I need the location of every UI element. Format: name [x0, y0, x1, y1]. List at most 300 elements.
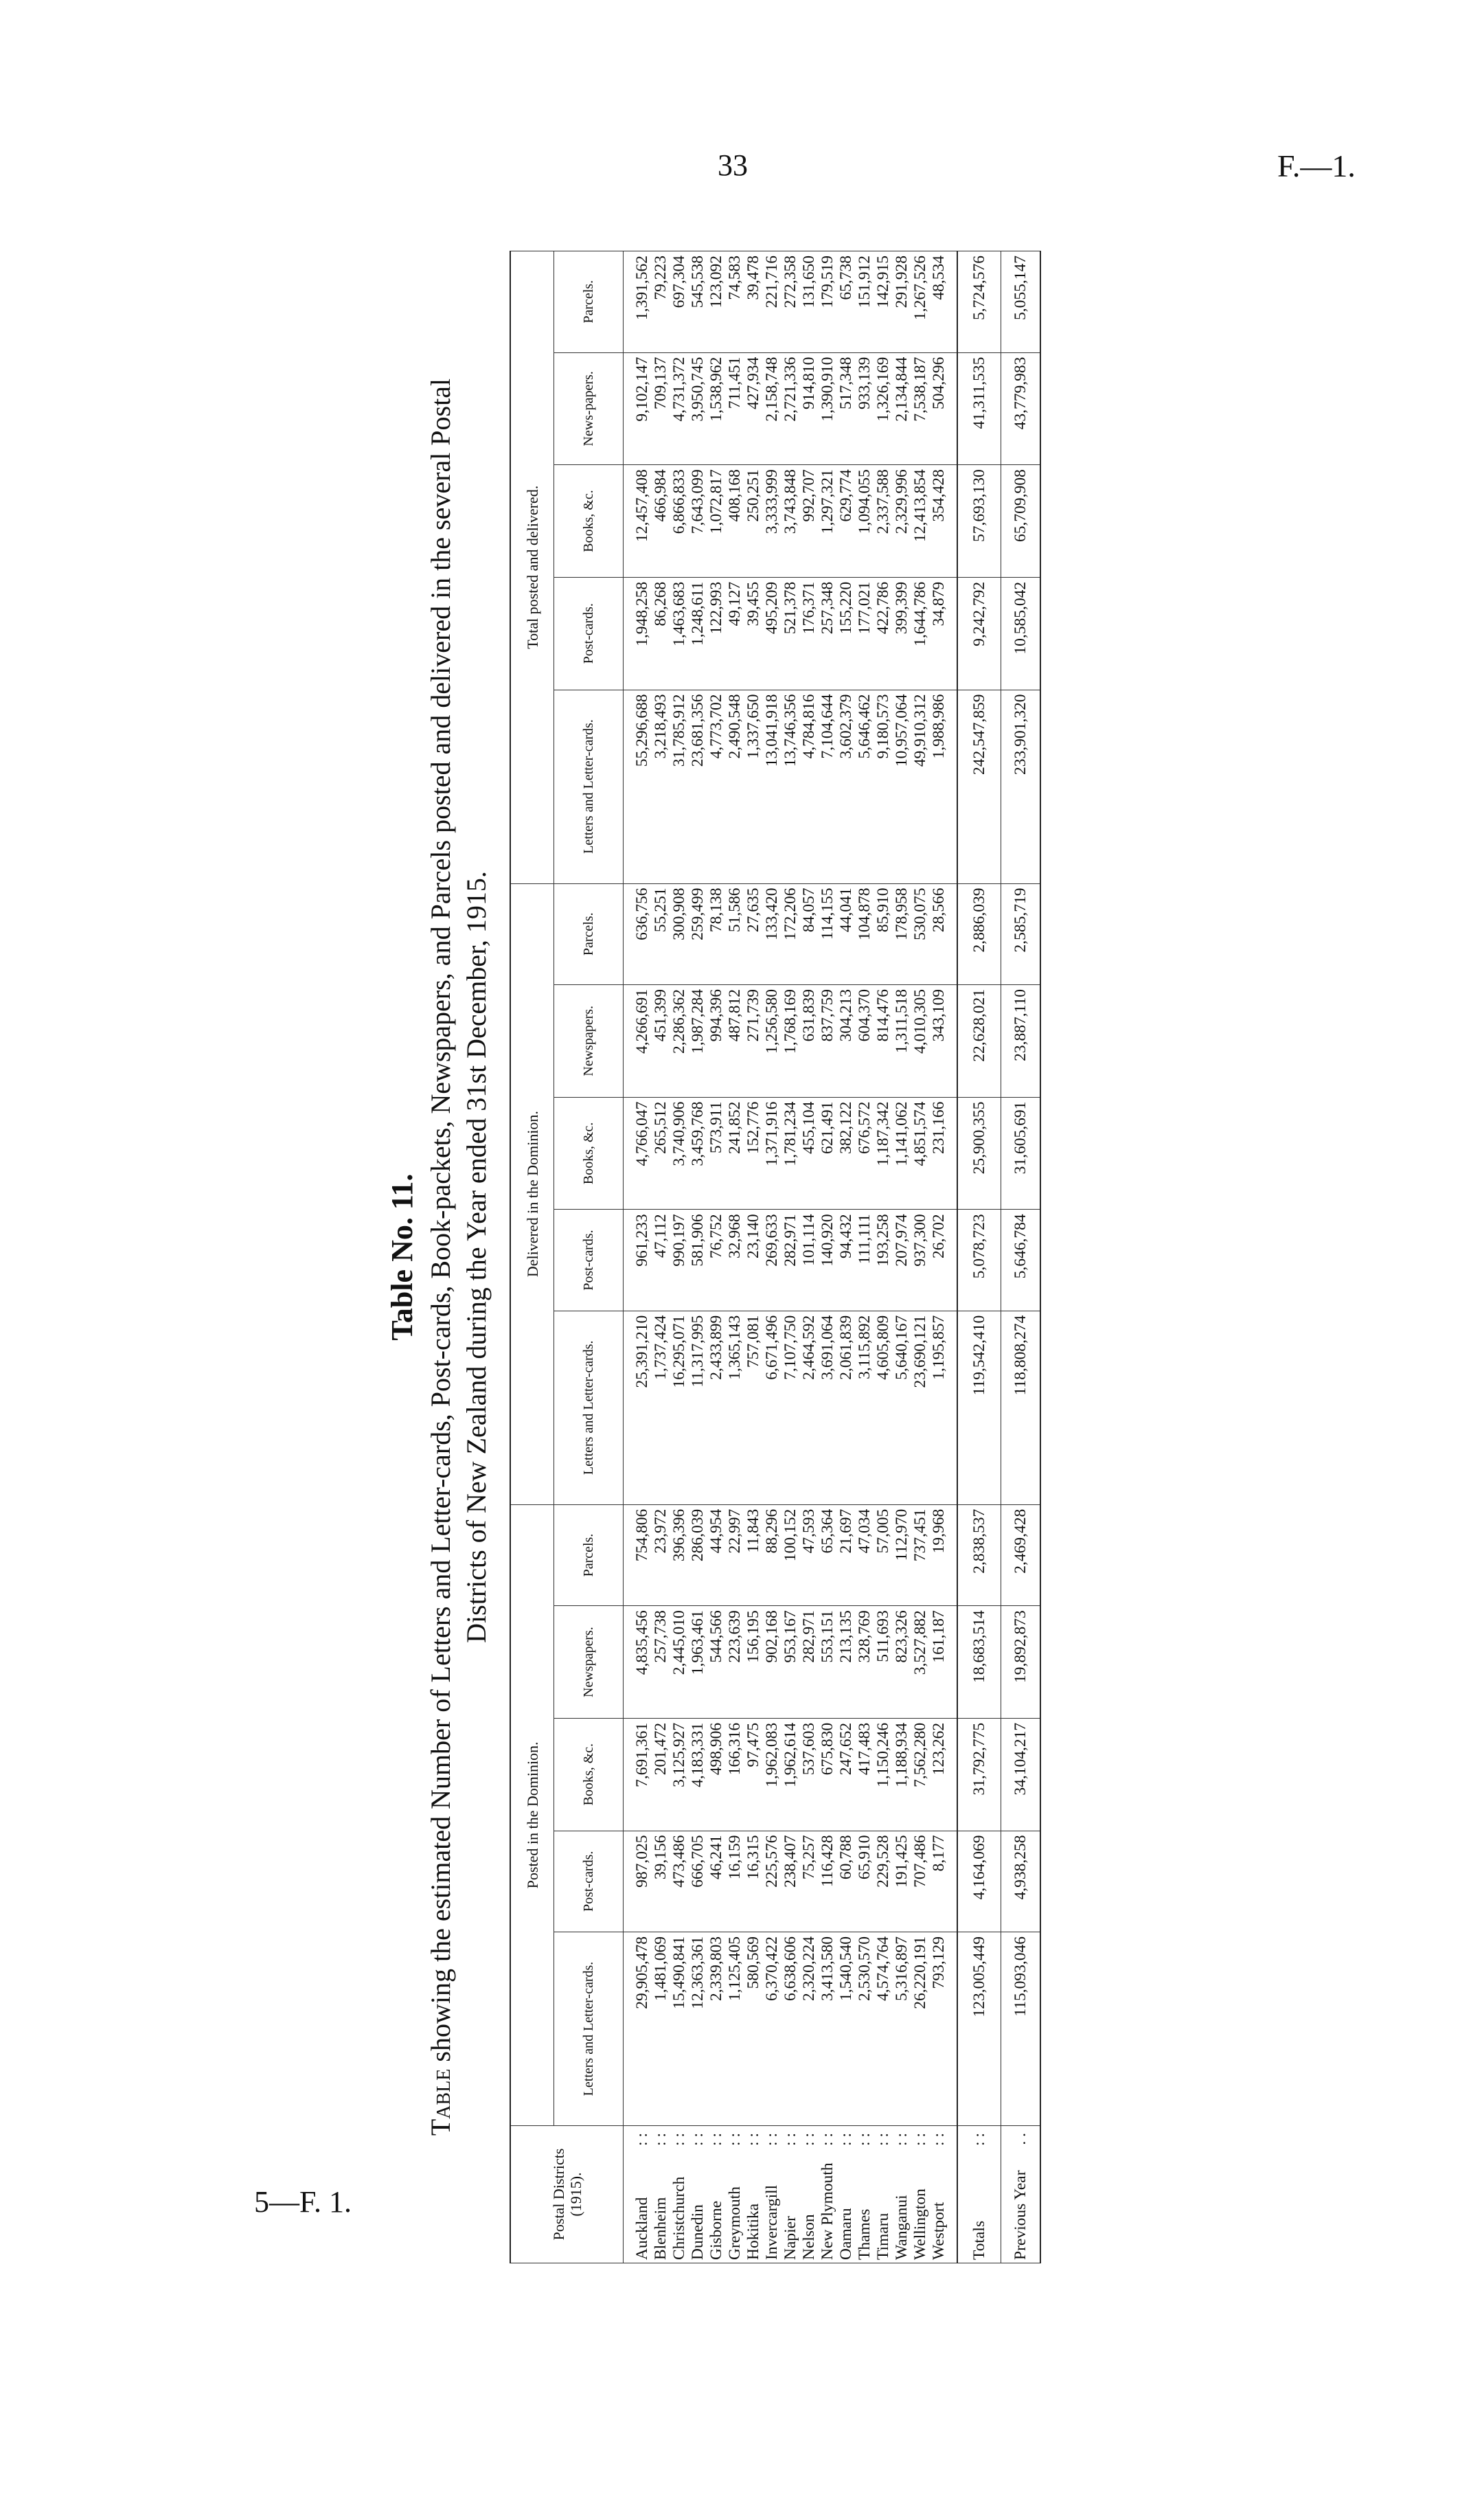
value-cell: 19,892,873 [1001, 1606, 1041, 1719]
value-cell: 6,638,606 [781, 1932, 800, 2126]
value-cell: 265,512 [652, 1097, 670, 1210]
leader-dots: : : [744, 2133, 762, 2146]
value-cell: 473,486 [670, 1831, 689, 1932]
district-name: Westport [930, 2202, 948, 2260]
district-name-cell [837, 2126, 856, 2263]
value-cell: 4,605,809 [874, 1311, 893, 1504]
value-cell: 84,057 [800, 883, 819, 984]
district-name-cell [652, 2126, 670, 2263]
value-cell: 31,785,912 [670, 690, 689, 883]
table-row [689, 251, 707, 2263]
district-name: Gisborne [707, 2200, 725, 2260]
page-number: 33 [718, 148, 748, 182]
value-cell: 504,296 [930, 352, 957, 465]
value-cell: 581,906 [689, 1210, 707, 1311]
value-cell: 2,433,899 [707, 1311, 726, 1504]
column-header: Books, &c. [554, 1718, 624, 1831]
value-cell: 2,464,592 [800, 1311, 819, 1504]
value-cell: 47,034 [856, 1504, 874, 1605]
value-cell: 2,337,588 [874, 465, 893, 578]
column-header: Parcels. [554, 883, 624, 984]
district-name: Nelson [800, 2214, 818, 2260]
value-cell: 3,459,768 [689, 1097, 707, 1210]
value-cell: 4,010,305 [911, 985, 930, 1098]
value-cell: 793,129 [930, 1932, 957, 2126]
value-cell: 123,092 [707, 251, 726, 353]
value-cell: 933,139 [856, 352, 874, 465]
value-cell: 152,776 [744, 1097, 763, 1210]
value-cell: 1,391,562 [624, 251, 652, 353]
table-title-line1 [424, 227, 460, 2287]
footer-signature: 5—F. 1. [254, 2185, 352, 2219]
value-cell: 242,547,859 [957, 690, 1001, 883]
value-cell: 10,585,042 [1001, 577, 1041, 690]
value-cell: 286,039 [689, 1504, 707, 1605]
district-name-cell [893, 2126, 911, 2263]
value-cell: 2,339,803 [707, 1932, 726, 2126]
table-row [911, 251, 930, 2263]
value-cell: 711,451 [726, 352, 744, 465]
value-cell: 2,530,570 [856, 1932, 874, 2126]
district-name-cell [763, 2126, 781, 2263]
district-name: Oamaru [837, 2208, 855, 2260]
value-cell: 914,810 [800, 352, 819, 465]
value-cell: 43,779,983 [1001, 352, 1041, 465]
value-cell: 2,061,839 [837, 1311, 856, 1504]
table-row [781, 251, 800, 2263]
rotated-table-block [385, 227, 1484, 2287]
value-cell: 140,920 [819, 1210, 837, 1311]
value-cell: 3,218,493 [652, 690, 670, 883]
value-cell: 1,987,284 [689, 985, 707, 1098]
value-cell: 8,177 [930, 1831, 957, 1932]
value-cell: 417,483 [856, 1718, 874, 1831]
leader-dots: : : [652, 2133, 670, 2146]
value-cell: 1,963,461 [689, 1606, 707, 1719]
value-cell: 7,643,099 [689, 465, 707, 578]
value-cell: 990,197 [670, 1210, 689, 1311]
value-cell: 28,566 [930, 883, 957, 984]
value-cell: 23,681,356 [689, 690, 707, 883]
value-cell: 1,768,169 [781, 985, 800, 1098]
value-cell: 29,905,478 [624, 1932, 652, 2126]
value-cell: 530,075 [911, 883, 930, 984]
column-header: Books, &c. [554, 465, 624, 578]
value-cell: 9,242,792 [957, 577, 1001, 690]
value-cell: 257,348 [819, 577, 837, 690]
value-cell: 7,104,644 [819, 690, 837, 883]
value-cell: 178,958 [893, 883, 911, 984]
district-name: New Plymouth [819, 2162, 836, 2260]
value-cell: 1,644,786 [911, 577, 930, 690]
value-cell: 75,257 [800, 1831, 819, 1932]
value-cell: 25,900,355 [957, 1097, 1001, 1210]
table-row [856, 251, 874, 2263]
value-cell: 44,954 [707, 1504, 726, 1605]
district-name: Thames [856, 2208, 874, 2260]
value-cell: 961,233 [624, 1210, 652, 1311]
value-cell: 221,716 [763, 251, 781, 353]
value-cell: 1,781,234 [781, 1097, 800, 1210]
value-cell: 94,432 [837, 1210, 856, 1311]
value-cell: 5,640,167 [893, 1311, 911, 1504]
value-cell: 396,396 [670, 1504, 689, 1605]
table-row [670, 251, 689, 2263]
district-name-cell [624, 2126, 652, 2263]
district-column-header: Postal Districts (1915). [510, 2126, 624, 2263]
leader-dots: : : [837, 2133, 855, 2146]
value-cell: 451,399 [652, 985, 670, 1098]
value-cell: 9,180,573 [874, 690, 893, 883]
value-cell: 207,974 [893, 1210, 911, 1311]
value-cell: 1,248,611 [689, 577, 707, 690]
value-cell: 709,137 [652, 352, 670, 465]
value-cell: 697,304 [670, 251, 689, 353]
value-cell: 86,268 [652, 577, 670, 690]
value-cell: 4,938,258 [1001, 1831, 1041, 1932]
district-name: Invercargill [763, 2184, 781, 2260]
leader-dots: : : [800, 2133, 818, 2146]
value-cell: 39,455 [744, 577, 763, 690]
value-cell: 5,724,576 [957, 251, 1001, 353]
value-cell: 241,852 [726, 1097, 744, 1210]
table-row [652, 251, 670, 2263]
value-cell: 2,329,996 [893, 465, 911, 578]
value-cell: 23,690,121 [911, 1311, 930, 1504]
value-cell: 131,650 [800, 251, 819, 353]
value-cell: 9,102,147 [624, 352, 652, 465]
value-cell: 191,425 [893, 1831, 911, 1932]
value-cell: 22,628,021 [957, 985, 1001, 1098]
value-cell: 172,206 [781, 883, 800, 984]
value-cell: 629,774 [837, 465, 856, 578]
table-row [930, 251, 957, 2263]
district-name-cell [707, 2126, 726, 2263]
value-cell: 12,363,361 [689, 1932, 707, 2126]
value-cell: 229,528 [874, 1831, 893, 1932]
table-title-line2: Districts of New Zealand during the Year ended 31st December, 1915. [461, 871, 492, 1643]
value-cell: 259,499 [689, 883, 707, 984]
value-cell: 1,737,424 [652, 1311, 670, 1504]
value-cell: 1,371,916 [763, 1097, 781, 1210]
value-cell: 78,138 [707, 883, 726, 984]
value-cell: 15,490,841 [670, 1932, 689, 2126]
leader-dots: : : [726, 2133, 744, 2146]
leader-dots: : : [819, 2133, 836, 2146]
value-cell: 7,562,280 [911, 1718, 930, 1831]
value-cell: 2,286,362 [670, 985, 689, 1098]
value-cell: 399,399 [893, 577, 911, 690]
value-cell: 11,843 [744, 1504, 763, 1605]
value-cell: 1,256,580 [763, 985, 781, 1098]
value-cell: 34,879 [930, 577, 957, 690]
value-cell: 123,005,449 [957, 1932, 1001, 2126]
district-name: Totals [970, 2220, 988, 2260]
value-cell: 16,159 [726, 1831, 744, 1932]
value-cell: 16,315 [744, 1831, 763, 1932]
leader-dots: : : [930, 2133, 948, 2146]
value-cell: 953,167 [781, 1606, 800, 1719]
value-cell: 902,168 [763, 1606, 781, 1719]
value-cell: 1,150,246 [874, 1718, 893, 1831]
column-header: Letters and Letter-cards. [554, 1311, 624, 1504]
value-cell: 65,364 [819, 1504, 837, 1605]
district-name: Hokitika [744, 2203, 762, 2260]
value-cell: 155,220 [837, 577, 856, 690]
table-row [837, 251, 856, 2263]
value-cell: 4,731,372 [670, 352, 689, 465]
column-header: Newspapers. [554, 985, 624, 1098]
value-cell: 4,773,702 [707, 690, 726, 883]
value-cell: 2,886,039 [957, 883, 1001, 984]
column-header: Books, &c. [554, 1097, 624, 1210]
value-cell: 666,705 [689, 1831, 707, 1932]
value-cell: 233,901,320 [1001, 690, 1041, 883]
column-header: Newspapers. [554, 1606, 624, 1719]
column-header: Post-cards. [554, 1831, 624, 1932]
table-body [624, 251, 1041, 2263]
value-cell: 3,743,848 [781, 465, 800, 578]
value-cell: 39,478 [744, 251, 763, 353]
district-name: Auckland [633, 2197, 651, 2260]
value-cell: 544,566 [707, 1606, 726, 1719]
value-cell: 23,140 [744, 1210, 763, 1311]
value-cell: 487,812 [726, 985, 744, 1098]
value-cell: 636,756 [624, 883, 652, 984]
value-cell: 133,420 [763, 883, 781, 984]
value-cell: 7,538,187 [911, 352, 930, 465]
district-name-cell [1001, 2126, 1041, 2263]
value-cell: 23,887,110 [1001, 985, 1041, 1098]
value-cell: 49,910,312 [911, 690, 930, 883]
value-cell: 271,739 [744, 985, 763, 1098]
column-header: News-papers. [554, 352, 624, 465]
value-cell: 2,585,719 [1001, 883, 1041, 984]
value-cell: 987,025 [624, 1831, 652, 1932]
value-cell: 604,370 [856, 985, 874, 1098]
table-row [874, 251, 893, 2263]
district-name-cell [800, 2126, 819, 2263]
value-cell: 2,721,336 [781, 352, 800, 465]
value-cell: 1,094,055 [856, 465, 874, 578]
leader-dots: : : [689, 2133, 707, 2146]
value-cell: 1,538,962 [707, 352, 726, 465]
district-name: Greymouth [726, 2186, 744, 2260]
value-cell: 238,407 [781, 1831, 800, 1932]
value-cell: 6,671,496 [763, 1311, 781, 1504]
value-cell: 545,538 [689, 251, 707, 353]
value-cell: 19,968 [930, 1504, 957, 1605]
district-name: Napier [781, 2216, 799, 2260]
value-cell: 1,962,614 [781, 1718, 800, 1831]
value-cell: 111,111 [856, 1210, 874, 1311]
column-header: Letters and Letter-cards. [554, 1932, 624, 2126]
value-cell: 176,371 [800, 577, 819, 690]
value-cell: 55,296,688 [624, 690, 652, 883]
value-cell: 1,072,817 [707, 465, 726, 578]
value-cell: 3,333,999 [763, 465, 781, 578]
value-cell: 4,266,691 [624, 985, 652, 1098]
value-cell: 161,187 [930, 1606, 957, 1719]
district-name-cell [781, 2126, 800, 2263]
value-cell: 466,984 [652, 465, 670, 578]
value-cell: 621,491 [819, 1097, 837, 1210]
value-cell: 5,078,723 [957, 1210, 1001, 1311]
delivered-group-header: Delivered in the Dominion. [510, 883, 554, 1504]
value-cell: 3,413,580 [819, 1932, 837, 2126]
value-cell: 1,988,986 [930, 690, 957, 883]
value-cell: 85,910 [874, 883, 893, 984]
table-row [726, 251, 744, 2263]
value-cell: 13,746,356 [781, 690, 800, 883]
value-cell: 10,957,064 [893, 690, 911, 883]
value-cell: 1,390,910 [819, 352, 837, 465]
value-cell: 521,378 [781, 577, 800, 690]
table-row [707, 251, 726, 2263]
value-cell: 4,851,574 [911, 1097, 930, 1210]
value-cell: 3,125,927 [670, 1718, 689, 1831]
value-cell: 41,311,535 [957, 352, 1001, 465]
value-cell: 354,428 [930, 465, 957, 578]
value-cell: 5,646,784 [1001, 1210, 1041, 1311]
table-row [744, 251, 763, 2263]
column-header: Parcels. [554, 251, 624, 353]
value-cell: 27,635 [744, 883, 763, 984]
value-cell: 4,835,456 [624, 1606, 652, 1719]
value-cell: 282,971 [781, 1210, 800, 1311]
value-cell: 65,709,908 [1001, 465, 1041, 578]
value-cell: 676,572 [856, 1097, 874, 1210]
value-cell: 177,021 [856, 577, 874, 690]
district-name-cell [670, 2126, 689, 2263]
value-cell: 55,251 [652, 883, 670, 984]
total-group-header: Total posted and delivered. [510, 251, 554, 884]
value-cell: 225,576 [763, 1831, 781, 1932]
value-cell: 2,490,548 [726, 690, 744, 883]
value-cell: 76,752 [707, 1210, 726, 1311]
value-cell: 247,652 [837, 1718, 856, 1831]
value-cell: 814,476 [874, 985, 893, 1098]
value-cell: 11,317,995 [689, 1311, 707, 1504]
value-cell: 21,697 [837, 1504, 856, 1605]
value-cell: 12,457,408 [624, 465, 652, 578]
value-cell: 2,320,224 [800, 1932, 819, 2126]
value-cell: 2,838,537 [957, 1504, 1001, 1605]
value-cell: 115,093,046 [1001, 1932, 1041, 2126]
district-name-cell [911, 2126, 930, 2263]
value-cell: 119,542,410 [957, 1311, 1001, 1504]
value-cell: 44,041 [837, 883, 856, 984]
statistics-table [510, 251, 1041, 2263]
value-cell: 74,583 [726, 251, 744, 353]
column-header: Letters and Letter-cards. [554, 690, 624, 883]
column-header: Parcels. [554, 1504, 624, 1605]
value-cell: 269,633 [763, 1210, 781, 1311]
district-name-cell [726, 2126, 744, 2263]
value-cell: 1,141,062 [893, 1097, 911, 1210]
value-cell: 26,702 [930, 1210, 957, 1311]
value-cell: 1,463,683 [670, 577, 689, 690]
value-cell: 422,786 [874, 577, 893, 690]
value-cell: 49,127 [726, 577, 744, 690]
column-header: Post-cards. [554, 1210, 624, 1311]
subheader-row [554, 251, 624, 2263]
value-cell: 282,971 [800, 1606, 819, 1719]
district-name: Wellington [911, 2189, 929, 2260]
value-cell: 1,267,526 [911, 251, 930, 353]
value-cell: 7,691,361 [624, 1718, 652, 1831]
value-cell: 57,005 [874, 1504, 893, 1605]
value-cell: 223,639 [726, 1606, 744, 1719]
table-row [763, 251, 781, 2263]
value-cell: 18,683,514 [957, 1606, 1001, 1719]
district-name-cell [689, 2126, 707, 2263]
value-cell: 3,602,379 [837, 690, 856, 883]
value-cell: 3,740,906 [670, 1097, 689, 1210]
value-cell: 553,151 [819, 1606, 837, 1719]
value-cell: 5,055,147 [1001, 251, 1041, 353]
value-cell: 1,195,857 [930, 1311, 957, 1504]
value-cell: 13,041,918 [763, 690, 781, 883]
value-cell: 573,911 [707, 1097, 726, 1210]
value-cell: 231,166 [930, 1097, 957, 1210]
value-cell: 498,906 [707, 1718, 726, 1831]
value-cell: 1,337,650 [744, 690, 763, 883]
table-row [624, 251, 652, 2263]
value-cell: 16,295,071 [670, 1311, 689, 1504]
value-cell: 201,472 [652, 1718, 670, 1831]
value-cell: 4,766,047 [624, 1097, 652, 1210]
value-cell: 1,481,069 [652, 1932, 670, 2126]
previous-year-row [1001, 251, 1041, 2263]
value-cell: 537,603 [800, 1718, 819, 1831]
table-title-text: showing the estimated Number of Letters and Letter-cards, Post-cards, Book-packets, Newspapers, and Parcels posted and delivered in the several Postal [425, 378, 456, 2062]
value-cell: 427,934 [744, 352, 763, 465]
value-cell: 46,241 [707, 1831, 726, 1932]
value-cell: 6,370,422 [763, 1932, 781, 2126]
value-cell: 193,258 [874, 1210, 893, 1311]
value-cell: 823,326 [893, 1606, 911, 1719]
value-cell: 328,769 [856, 1606, 874, 1719]
value-cell: 23,972 [652, 1504, 670, 1605]
value-cell: 34,104,217 [1001, 1718, 1041, 1831]
district-name-cell [930, 2126, 957, 2263]
table-row [800, 251, 819, 2263]
value-cell: 166,316 [726, 1718, 744, 1831]
value-cell: 754,806 [624, 1504, 652, 1605]
leader-dots: : : [707, 2133, 725, 2146]
value-cell: 101,114 [800, 1210, 819, 1311]
table-row [819, 251, 837, 2263]
value-cell: 4,183,331 [689, 1718, 707, 1831]
value-cell: 31,792,775 [957, 1718, 1001, 1831]
value-cell: 122,993 [707, 577, 726, 690]
value-cell: 7,107,750 [781, 1311, 800, 1504]
value-cell: 39,156 [652, 1831, 670, 1932]
value-cell: 151,912 [856, 251, 874, 353]
table-row [893, 251, 911, 2263]
value-cell: 5,646,462 [856, 690, 874, 883]
leader-dots: : : [856, 2133, 874, 2146]
district-name: Dunedin [689, 2204, 707, 2260]
value-cell: 51,586 [726, 883, 744, 984]
district-name-cell [957, 2126, 1001, 2263]
leader-dots: : : [911, 2133, 929, 2146]
value-cell: 12,413,854 [911, 465, 930, 578]
value-cell: 250,251 [744, 465, 763, 578]
value-cell: 992,707 [800, 465, 819, 578]
value-cell: 60,788 [837, 1831, 856, 1932]
